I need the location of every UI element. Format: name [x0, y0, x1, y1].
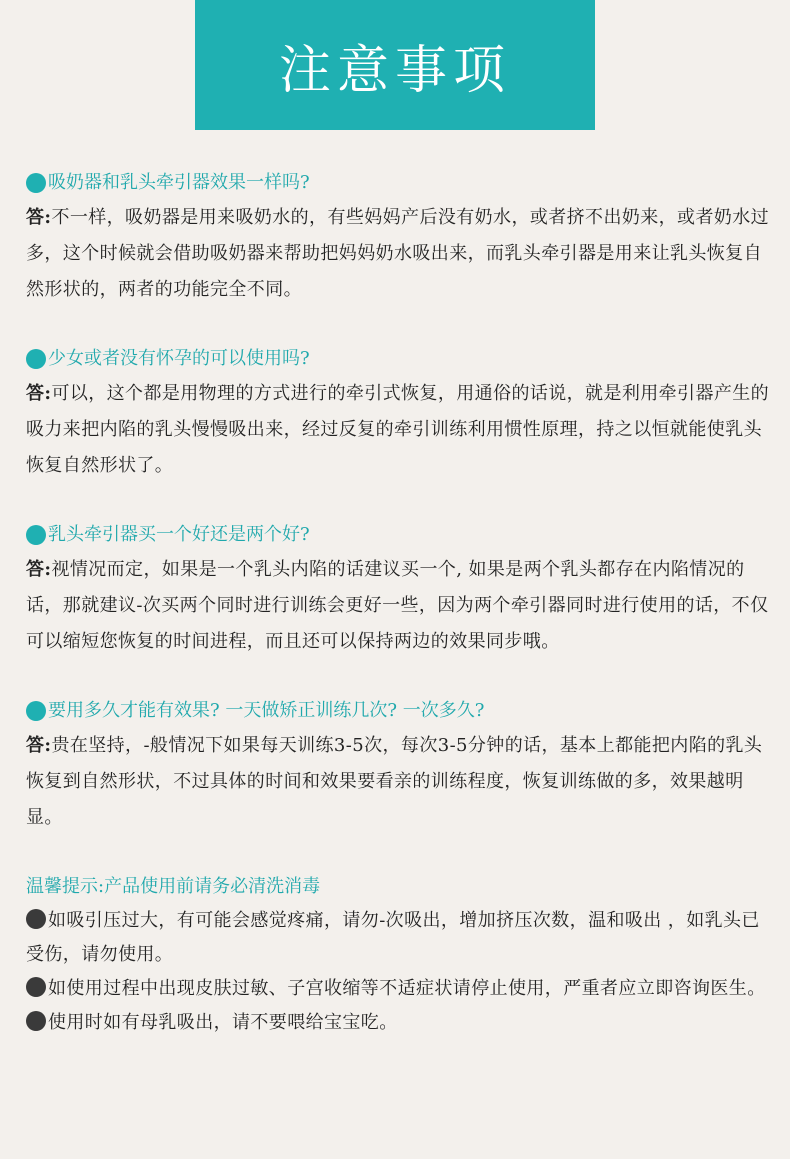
faq-question: [26, 342, 770, 376]
title-banner: [195, 0, 595, 130]
bullet-dot-icon: [26, 1011, 46, 1031]
faq-item: [26, 166, 770, 308]
question-text: 吸奶器和乳头牵引器效果一样吗?: [48, 172, 310, 193]
faq-answer: [26, 728, 770, 836]
tip-item: [26, 1006, 770, 1040]
bullet-dot-icon: [26, 349, 46, 369]
tip-text: 如吸引压过大，有可能会感觉疼痛，请勿-次吸出，增加挤压次数，温和吸出 ，如乳头已受伤，请勿使用。: [26, 910, 760, 965]
faq-question: [26, 694, 770, 728]
faq-item: [26, 342, 770, 484]
tip-item: [26, 972, 770, 1006]
answer-prefix: 答:: [26, 559, 52, 580]
faq-content: [26, 166, 770, 1040]
question-text: 少女或者没有怀孕的可以使用吗?: [48, 348, 310, 369]
bullet-dot-icon: [26, 173, 46, 193]
question-text: 乳头牵引器买一个好还是两个好?: [48, 524, 310, 545]
faq-question: [26, 518, 770, 552]
faq-answer: [26, 376, 770, 484]
bullet-dot-icon: [26, 909, 46, 929]
tips-title: 温馨提示:产品使用前请务必清洗消毒: [26, 876, 321, 897]
faq-question: [26, 166, 770, 200]
tip-text: 如使用过程中出现皮肤过敏、子宫收缩等不适症状请停止使用，严重者应立即咨询医生。: [48, 978, 766, 999]
tip-text: 使用时如有母乳吸出，请不要喂给宝宝吃。: [48, 1012, 398, 1033]
faq-item: [26, 518, 770, 660]
answer-prefix: 答:: [26, 207, 52, 228]
answer-text: 不一样，吸奶器是用来吸奶水的，有些妈妈产后没有奶水，或者挤不出奶来，或者奶水过多，这个时候就会借助吸奶器来帮助把妈妈奶水吸出来，而乳头牵引器是用来让乳头恢复自然形状的，两者的功能完全不同。: [26, 207, 770, 300]
faq-item: [26, 694, 770, 836]
faq-answer: [26, 552, 770, 660]
answer-prefix: 答:: [26, 735, 52, 756]
tip-item: [26, 904, 770, 972]
question-text: 要用多久才能有效果? 一天做矫正训练几次? 一次多久?: [48, 700, 485, 721]
answer-prefix: 答:: [26, 383, 52, 404]
answer-text: 视情况而定，如果是一个乳头内陷的话建议买一个, 如果是两个乳头都存在内陷情况的话，那就建议-次买两个同时进行训练会更好一些，因为两个牵引器同时进行使用的话，不仅可以缩短您恢复的时间进程，而且还可以保持两边的效果同步哦。: [26, 559, 769, 652]
page-title: 注意事项: [278, 40, 511, 101]
answer-text: 可以，这个都是用物理的方式进行的牵引式恢复，用通俗的话说，就是利用牵引器产生的吸力来把内陷的乳头慢慢吸出来，经过反复的牵引训练利用惯性原理，持之以恒就能使乳头恢复自然形状了。: [26, 383, 770, 476]
bullet-dot-icon: [26, 977, 46, 997]
answer-text: 贵在坚持，-般情况下如果每天训练3-5次，每次3-5分钟的话，基本上都能把内陷的乳头恢复到自然形状，不过具体的时间和效果要看亲的训练程度，恢复训练做的多，效果越明显。: [26, 735, 763, 828]
bullet-dot-icon: [26, 525, 46, 545]
faq-answer: [26, 200, 770, 308]
tips-section: [26, 870, 770, 1040]
bullet-dot-icon: [26, 701, 46, 721]
